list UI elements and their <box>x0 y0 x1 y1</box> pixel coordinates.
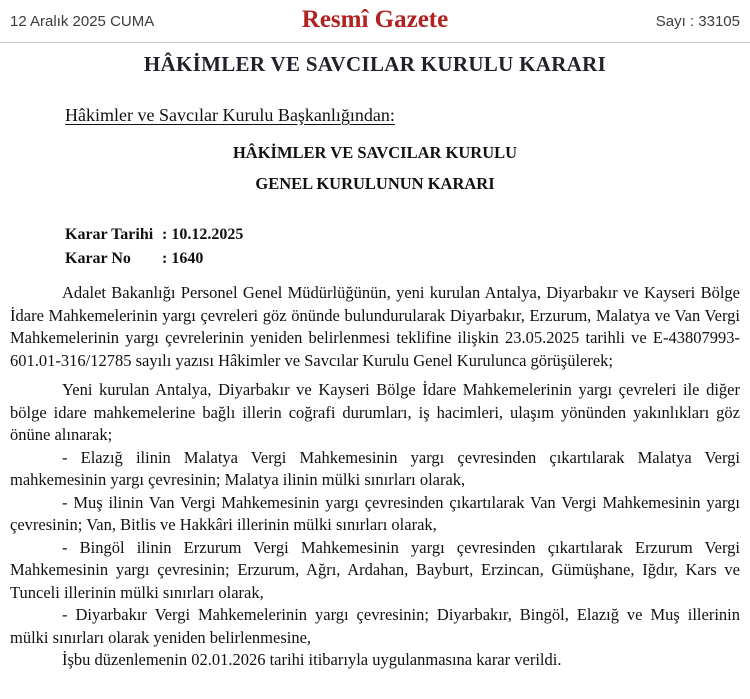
paragraph-item-malatya: - Elazığ ilinin Malatya Vergi Mahkemesinin yargı çevresinden çıkartılarak Malatya Vergi mahkemesinin yargı çevresinin; Malatya ilinin mülki sınırları olarak, <box>10 447 740 489</box>
decision-date-label: Karar Tarihi <box>65 226 154 243</box>
paragraph-effective-date: İşbu düzenlemenin 02.01.2026 tarihi itibarıyla uygulanmasına karar verildi. <box>62 650 562 669</box>
paragraph-proposal: Adalet Bakanlığı Personel Genel Müdürlüğünün, yeni kurulan Antalya, Diyarbakır ve Kayseri Bölge İdare Mahkemelerinin yargı çevreleri göz önünde bulundurularak Diyarbakır, Erzurum, Malatya ve Van Vergi Mahkemelerinin yargı çevrelerinin yeniden belirlenmesi teklifine ilişkin 23.05.2025 tarihli ve E-43807993-601.01-316/12785 sayılı yazısı Hâkimler ve Savcılar Kurulu Genel Kurulunca görüşülerek; <box>10 283 740 370</box>
gazette-issue-number: Sayı : 33105 <box>655 12 740 30</box>
decision-number-row <box>65 247 750 271</box>
decision-date-row <box>65 223 750 247</box>
decision-meta <box>65 223 750 271</box>
paragraph-item-diyarbakir: - Diyarbakır Vergi Mahkemelerinin yargı çevresinin; Diyarbakır, Bingöl, Elazığ ve Muş illerinin mülki sınırları olarak yeniden belirlenmesine, <box>10 605 740 647</box>
gazette-header <box>0 0 750 43</box>
decision-title-line-2: GENEL KURULUNUN KARARI <box>255 174 495 193</box>
issuing-authority-heading: Hâkimler ve Savcılar Kurulu Başkanlığından: <box>65 105 395 125</box>
decision-body <box>10 282 740 672</box>
decision-number-value: : 1640 <box>162 250 204 267</box>
decision-title-line-1: HÂKİMLER VE SAVCILAR KURULU <box>232 143 518 162</box>
gazette-title: Resmî Gazete <box>301 6 449 33</box>
paragraph-considerations: Yeni kurulan Antalya, Diyarbakır ve Kayseri Bölge İdare Mahkemelerinin yargı çevreleri ile diğer bölge idare mahkemelerine bağlı illerin coğrafi durumları, iş hacimleri, ulaşım yönünden yakınlıkları göz önüne alınarak; <box>10 380 740 444</box>
paragraph-item-erzurum: - Bingöl ilinin Erzurum Vergi Mahkemesinin yargı çevresinden çıkartılarak Erzurum Vergi Mahkemesinin yargı çevresinin; Erzurum, Ağrı, Ardahan, Bayburt, Erzincan, Gümüşhane, Iğdır, Kars ve Tunceli illerinin mülki sınırları olarak, <box>10 537 740 602</box>
main-title: HÂKİMLER VE SAVCILAR KURULU KARARI <box>143 52 607 76</box>
gazette-date: 12 Aralık 2025 CUMA <box>10 12 155 30</box>
decision-date-value: : 10.12.2025 <box>162 226 244 243</box>
paragraph-item-van: - Muş ilinin Van Vergi Mahkemesinin yargı çevresinden çıkartılarak Van Vergi Mahkemesinin yargı çevresinin; Van, Bitlis ve Hakkâri illerinin mülki sınırları olarak, <box>10 492 740 534</box>
decision-number-label: Karar No <box>65 250 131 267</box>
